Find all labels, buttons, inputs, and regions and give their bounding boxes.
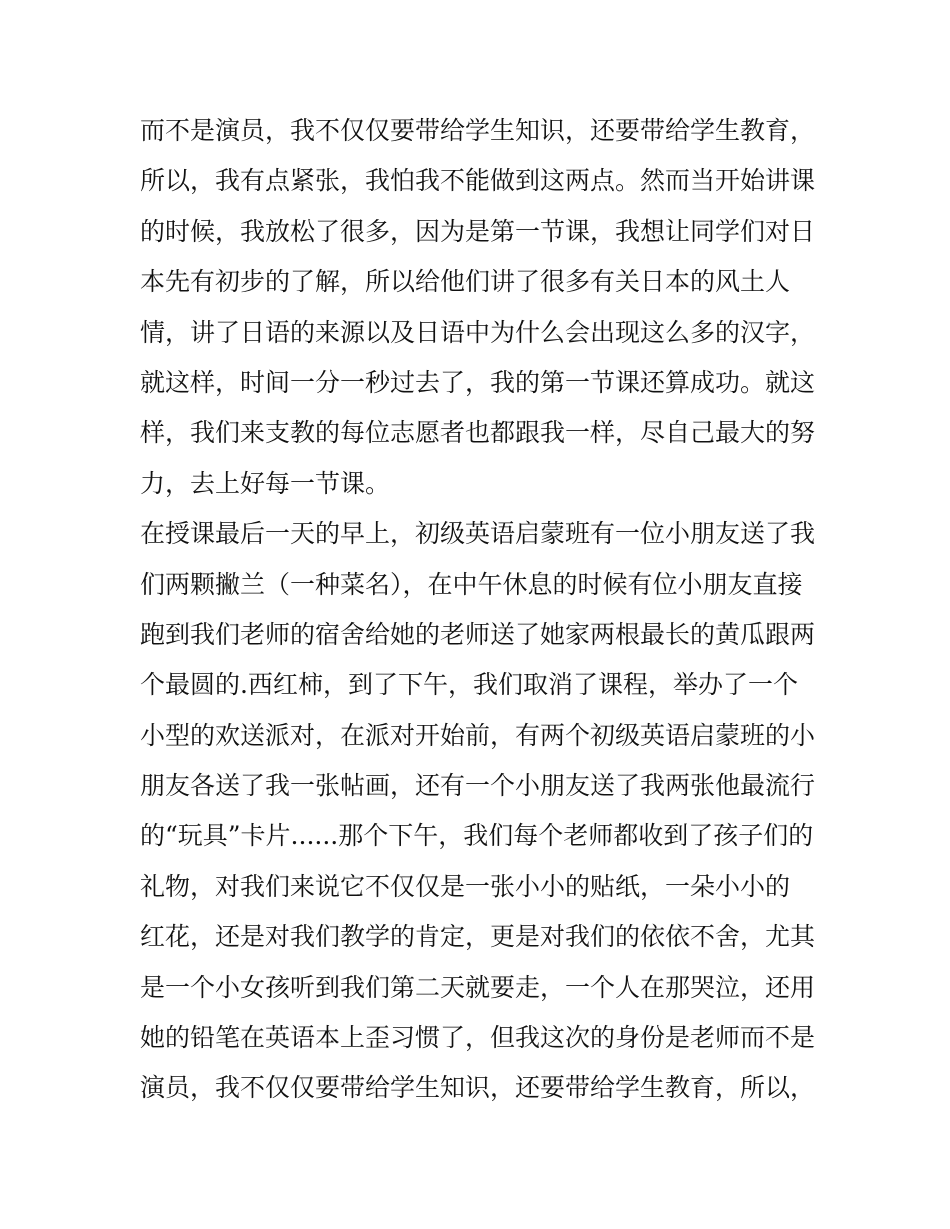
text-line: 本先有初步的了解，所以给他们讲了很多有关日本的风土人 — [140, 267, 791, 297]
text-line: 礼物，对我们来说它不仅仅是一张小小的贴纸，一朵小小的 — [140, 871, 791, 901]
text-line: 样，我们来支教的每位志愿者也都跟我一样，尽自己最大的努 — [140, 418, 816, 448]
text-line: 力，去上好每一节课。 — [140, 468, 391, 498]
text-line: 个最圆的.西红柿，到了下午，我们取消了课程，举办了一个 — [140, 670, 798, 700]
text-line: 小型的欢送派对，在派对开始前，有两个初级英语启蒙班的小 — [140, 720, 816, 750]
text-line: 是一个小女孩听到我们第二天就要走，一个人在那哭泣，还用 — [140, 972, 816, 1002]
body-text — [140, 106, 820, 1114]
text-line: 在授课最后一天的早上，初级英语启蒙班有一位小朋友送了我 — [140, 519, 816, 549]
text-line: 们两颗撇兰（一种菜名），在中午休息的时候有位小朋友直接 — [140, 569, 803, 599]
text-line: 所以，我有点紧张，我怕我不能做到这两点。然而当开始讲课 — [140, 166, 816, 196]
text-line: 她的铅笔在英语本上歪习惯了，但我这次的身份是老师而不是 — [140, 1023, 816, 1053]
text-line: 而不是演员，我不仅仅要带给学生知识，还要带给学生教育， — [140, 116, 816, 145]
text-line: 的时候，我放松了很多，因为是第一节课，我想让同学们对日 — [140, 216, 816, 246]
text-line: 就这样，时间一分一秒过去了，我的第一节课还算成功。就这 — [140, 367, 816, 397]
text-line: 情，讲了日语的来源以及日语中为什么会出现这么多的汉字， — [140, 317, 816, 347]
text-line: 的“玩具”卡片......那个下午，我们每个老师都收到了孩子们的 — [140, 821, 814, 851]
text-line: 演员，我不仅仅要带给学生知识，还要带给学生教育，所以， — [140, 1073, 816, 1103]
text-line: 朋友各送了我一张帖画，还有一个小朋友送了我两张他最流行 — [140, 771, 816, 801]
text-line: 红花，还是对我们教学的肯定，更是对我们的依依不舍，尤其 — [140, 922, 816, 952]
text-line: 跑到我们老师的宿舍给她的老师送了她家两根最长的黄瓜跟两 — [140, 619, 816, 649]
